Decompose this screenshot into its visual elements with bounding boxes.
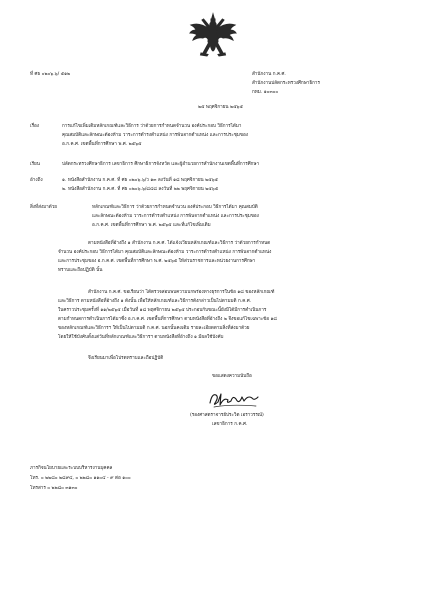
subject-line: คุณสมบัติและลักษณะต้องห้าม วาระการดำรงตำแหน่ง การพ้นจากตำแหน่ง และการประชุมของ bbox=[62, 133, 248, 138]
office-line-3: กทม. ๑๐๓๐๐ bbox=[252, 90, 279, 95]
paragraph-1-line: ตามหนังสือที่อ้างถึง ๑ สำนักงาน ก.ค.ศ. ได้แจ้งเวียนหลักเกณฑ์และวิธีการ ว่าด้วยการกำหนด bbox=[88, 241, 271, 246]
paragraph-1-line: และการประชุมของ อ.ก.ค.ศ. เขตพื้นที่การศึกษา พ.ศ. ๒๕๖๕ ให้ส่วนราชการและหน่วยงานการศึกษา bbox=[58, 259, 256, 264]
enclosure-line: และลักษณะต้องห้าม วาระการดำรงตำแหน่ง การพ้นจากตำแหน่ง และการประชุมของ bbox=[92, 214, 259, 219]
recipient-text: ปลัดกระทรวงศึกษาธิการ เลขาธิการ ศึกษาธิการจังหวัด และผู้อำนวยการสำนักงานเขตพื้นที่การศึกษา bbox=[62, 162, 260, 167]
references-label: อ้างถึง bbox=[30, 178, 43, 183]
paragraph-2-line: สำนักงาน ก.ค.ศ. ขอเรียนว่า ได้ตรวจสอบพบความบกพร่องทางธุรการในข้อ ๑๘ ของหลักเกณฑ์ bbox=[88, 290, 275, 295]
footer-fax: โทรสาร ๐ ๒๒๘๐ ๓๑๓๐ bbox=[30, 486, 78, 491]
reference-item: ๒. หนังสือสำนักงาน ก.ค.ศ. ที่ ศธ ๐๒๐๖.๖/๘๔๘ ลงวันที่ ๒๒ พฤศจิกายน ๒๕๖๕ bbox=[62, 187, 219, 192]
office-line-1: สำนักงาน ก.ค.ศ. bbox=[252, 72, 286, 77]
closing-phrase: ขอแสดงความนับถือ bbox=[212, 374, 252, 379]
enclosure-line: อ.ก.ค.ศ. เขตพื้นที่การศึกษา พ.ศ. ๒๕๖๕ และที่แก้ไขเพิ่มเติม bbox=[92, 223, 211, 228]
enclosure-line: หลักเกณฑ์และวิธีการ ว่าด้วยการกำหนดจำนวน องค์ประกอบ วิธีการได้มา คุณสมบัติ bbox=[92, 205, 258, 210]
reference-number: ที่ ศธ ๐๒๐๖.๖/ ๕๑๒ bbox=[30, 72, 71, 77]
subject-label: เรื่อง bbox=[30, 124, 40, 129]
paragraph-2-line: ของหลักเกณฑ์และวิธีการฯ ให้เป็นไปตามมติ ก.ค.ศ. นอกนั้นคงเดิม รายละเอียดตามสิ่งที่ส่งมาด้วย bbox=[58, 326, 250, 331]
reference-item: ๑. หนังสือสำนักงาน ก.ค.ศ. ที่ ศธ ๐๒๐๖.๖/ว ๑๓ ลงวันที่ ๑๘ พฤศจิกายน ๒๕๖๕ bbox=[62, 178, 219, 183]
paragraph-1-line: ทราบและถือปฏิบัติ นั้น bbox=[58, 268, 103, 273]
handwritten-signature bbox=[206, 385, 266, 411]
paragraph-2-line: และวิธีการ ตามหนังสือที่อ้างถึง ๑ ดังนั้น เพื่อให้หลักเกณฑ์และวิธีการดังกล่าวเป็นไปตามมติ ก.ค.ศ. bbox=[58, 299, 252, 304]
signatory-title: เลขาธิการ ก.ค.ศ. bbox=[212, 422, 248, 427]
footer-department: ภารกิจนโยบายและระบบบริหารงานบุคคล bbox=[30, 466, 113, 471]
signatory-name: (รองศาสตราจารย์ประวิต เอราวรรณ์) bbox=[190, 413, 264, 418]
paragraph-2-line: โดยให้ใช้บังคับตั้งแต่วันที่หลักเกณฑ์และวิธีการฯ ตามหนังสือที่อ้างถึง ๑ มีผลใช้บังคับ bbox=[58, 335, 224, 340]
footer-phone: โทร. ๐ ๒๒๘๐ ๒๘๙๔, ๐ ๒๒๘๐ ๑๑๐๔ - ๙ ต่อ ๑๐๐ bbox=[30, 476, 131, 481]
recipient-label: เรียน bbox=[30, 162, 40, 167]
garuda-emblem bbox=[188, 12, 238, 64]
paragraph-2-line: ตามกำหนดการดำเนินการได้มาซึ่ง อ.ก.ค.ศ. เขตพื้นที่การศึกษา ตามหนังสือที่อ้างถึง ๒ จึงขอแก้ไขเฉพาะข้อ ๑๘ bbox=[58, 317, 277, 322]
paragraph-2-line: ในคราวประชุมครั้งที่ ๑๑/๒๕๖๕ เมื่อวันที่ ๑๘ พฤศจิกายน ๒๕๖๕ ประกอบกับขณะนี้ยังมิได้มีการดำเนินการ bbox=[58, 308, 267, 313]
document-date: ๒๕ พฤศจิกายน ๒๕๖๕ bbox=[198, 105, 243, 110]
paragraph-1-line: จำนวน องค์ประกอบ วิธีการได้มา คุณสมบัติและลักษณะต้องห้าม วาระการดำรงตำแหน่ง การพ้นจากตำแหน่ง bbox=[58, 250, 272, 255]
closing-request: จึงเรียนมาเพื่อโปรดทราบและถือปฏิบัติ bbox=[88, 356, 164, 361]
enclosure-label: สิ่งที่ส่งมาด้วย bbox=[30, 205, 57, 210]
office-line-2: สำนักงานปลัดกระทรวงศึกษาธิการ bbox=[252, 81, 320, 86]
subject-line: อ.ก.ค.ศ. เขตพื้นที่การศึกษา พ.ศ. ๒๕๖๕ bbox=[62, 142, 142, 147]
subject-line: การแก้ไขเพิ่มเติมหลักเกณฑ์และวิธีการ ว่าด้วยการกำหนดจำนวน องค์ประกอบ วิธีการได้มา bbox=[62, 124, 242, 129]
